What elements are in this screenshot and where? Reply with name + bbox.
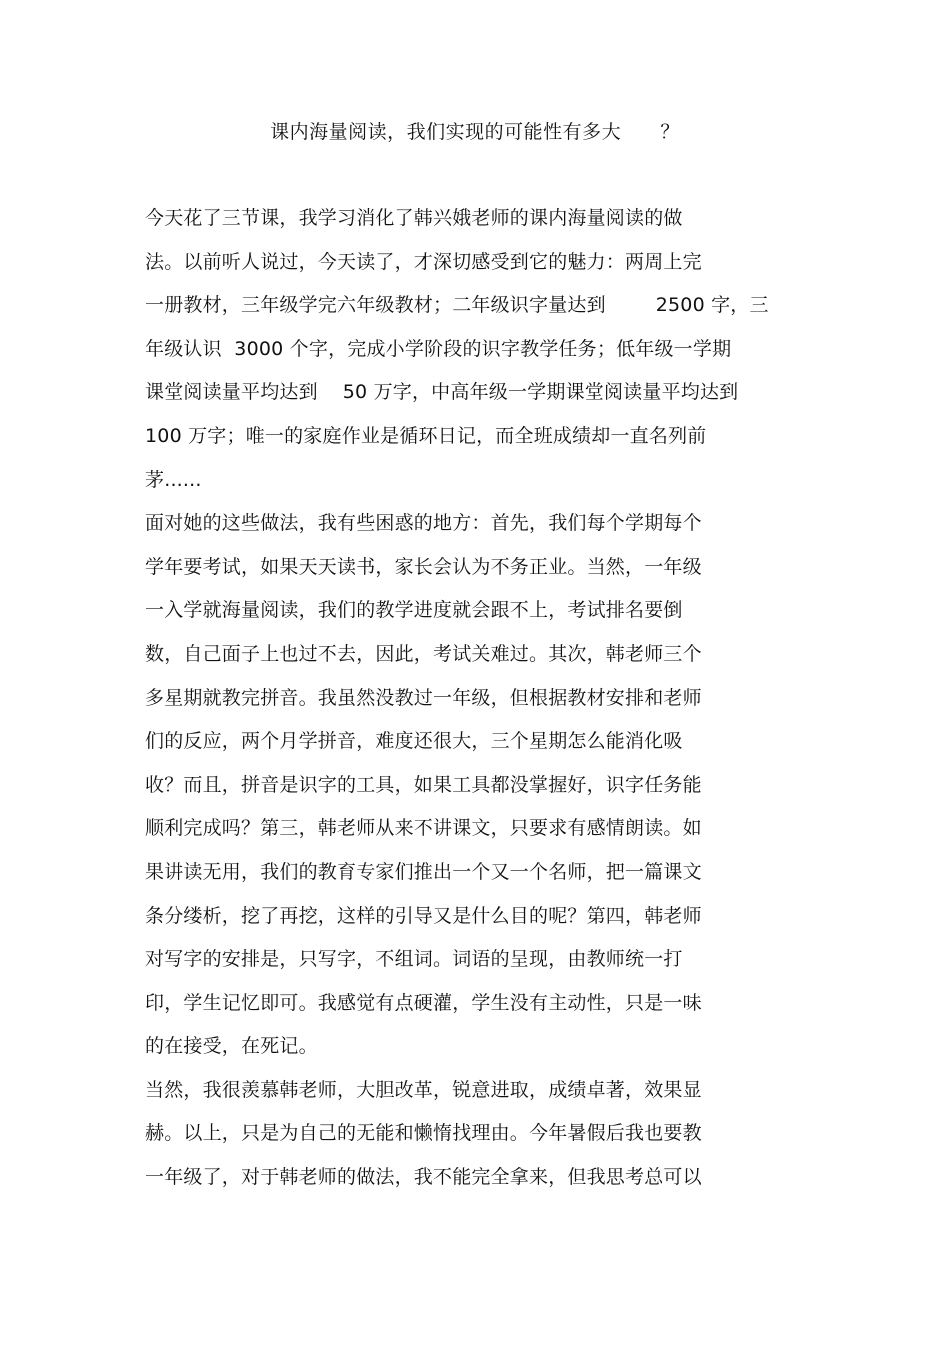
text-line: 印，学生记忆即可。我感觉有点硬灌，学生没有主动性，只是一味	[145, 991, 702, 1014]
text-line: 多星期就教完拼音。我虽然没教过一年级，但根据教材安排和老师	[145, 686, 702, 709]
text-line: 茅......	[145, 468, 202, 491]
text-line: 果讲读无用，我们的教育专家们推出一个又一个名师，把一篇课文	[145, 860, 702, 883]
text-line: 面对她的这些做法，我有些困惑的地方：首先，我们每个学期每个	[145, 512, 702, 535]
document-body	[145, 200, 825, 1203]
text-line: 学年要考试，如果天天读书，家长会认为不务正业。当然，一年级	[145, 555, 702, 578]
text-line: 数，自己面子上也过不去，因此，考试关难过。其次，韩老师三个	[145, 642, 702, 665]
text-line: 的在接受，在死记。	[145, 1035, 318, 1058]
text-line: 一册教材，三年级学完六年级教材；二年级识字量达到 2500 字，三	[145, 294, 769, 317]
text-line: 今天花了三节课，我学习消化了韩兴娥老师的课内海量阅读的做	[145, 207, 683, 229]
text-line: 顺利完成吗？第三，韩老师从来不讲课文，只要求有感情朗读。如	[145, 817, 702, 840]
text-line: 收？而且，拼音是识字的工具，如果工具都没掌握好，识字任务能	[145, 773, 702, 796]
text-line: 一入学就海量阅读，我们的教学进度就会跟不上，考试排名要倒	[145, 599, 683, 622]
text-line: 们的反应，两个月学拼音，难度还很大，三个星期怎么能消化吸	[145, 730, 683, 753]
document-title: 课内海量阅读，我们实现的可能性有多大 ？	[270, 121, 680, 143]
text-line: 法。以前听人说过，今天读了，才深切感受到它的魅力：两周上完	[145, 250, 702, 273]
text-line: 年级认识 3000 个字，完成小学阶段的识字教学任务；低年级一学期	[145, 337, 732, 360]
text-line: 100 万字；唯一的家庭作业是循环日记，而全班成绩却一直名列前	[145, 424, 707, 447]
text-line: 当然，我很羡慕韩老师，大胆改革，锐意进取，成绩卓著，效果显	[145, 1078, 702, 1101]
text-line: 赫。以上，只是为自己的无能和懒惰找理由。今年暑假后我也要教	[145, 1122, 702, 1145]
text-line: 条分缕析，挖了再挖，这样的引导又是什么目的呢？第四，韩老师	[145, 904, 702, 927]
text-line: 对写字的安排是，只写字，不组词。词语的呈现，由教师统一打	[145, 948, 683, 971]
text-line: 课堂阅读量平均达到 50 万字，中高年级一学期课堂阅读量平均达到	[145, 381, 739, 404]
text-line: 一年级了，对于韩老师的做法，我不能完全拿来，但我思考总可以	[145, 1166, 702, 1189]
